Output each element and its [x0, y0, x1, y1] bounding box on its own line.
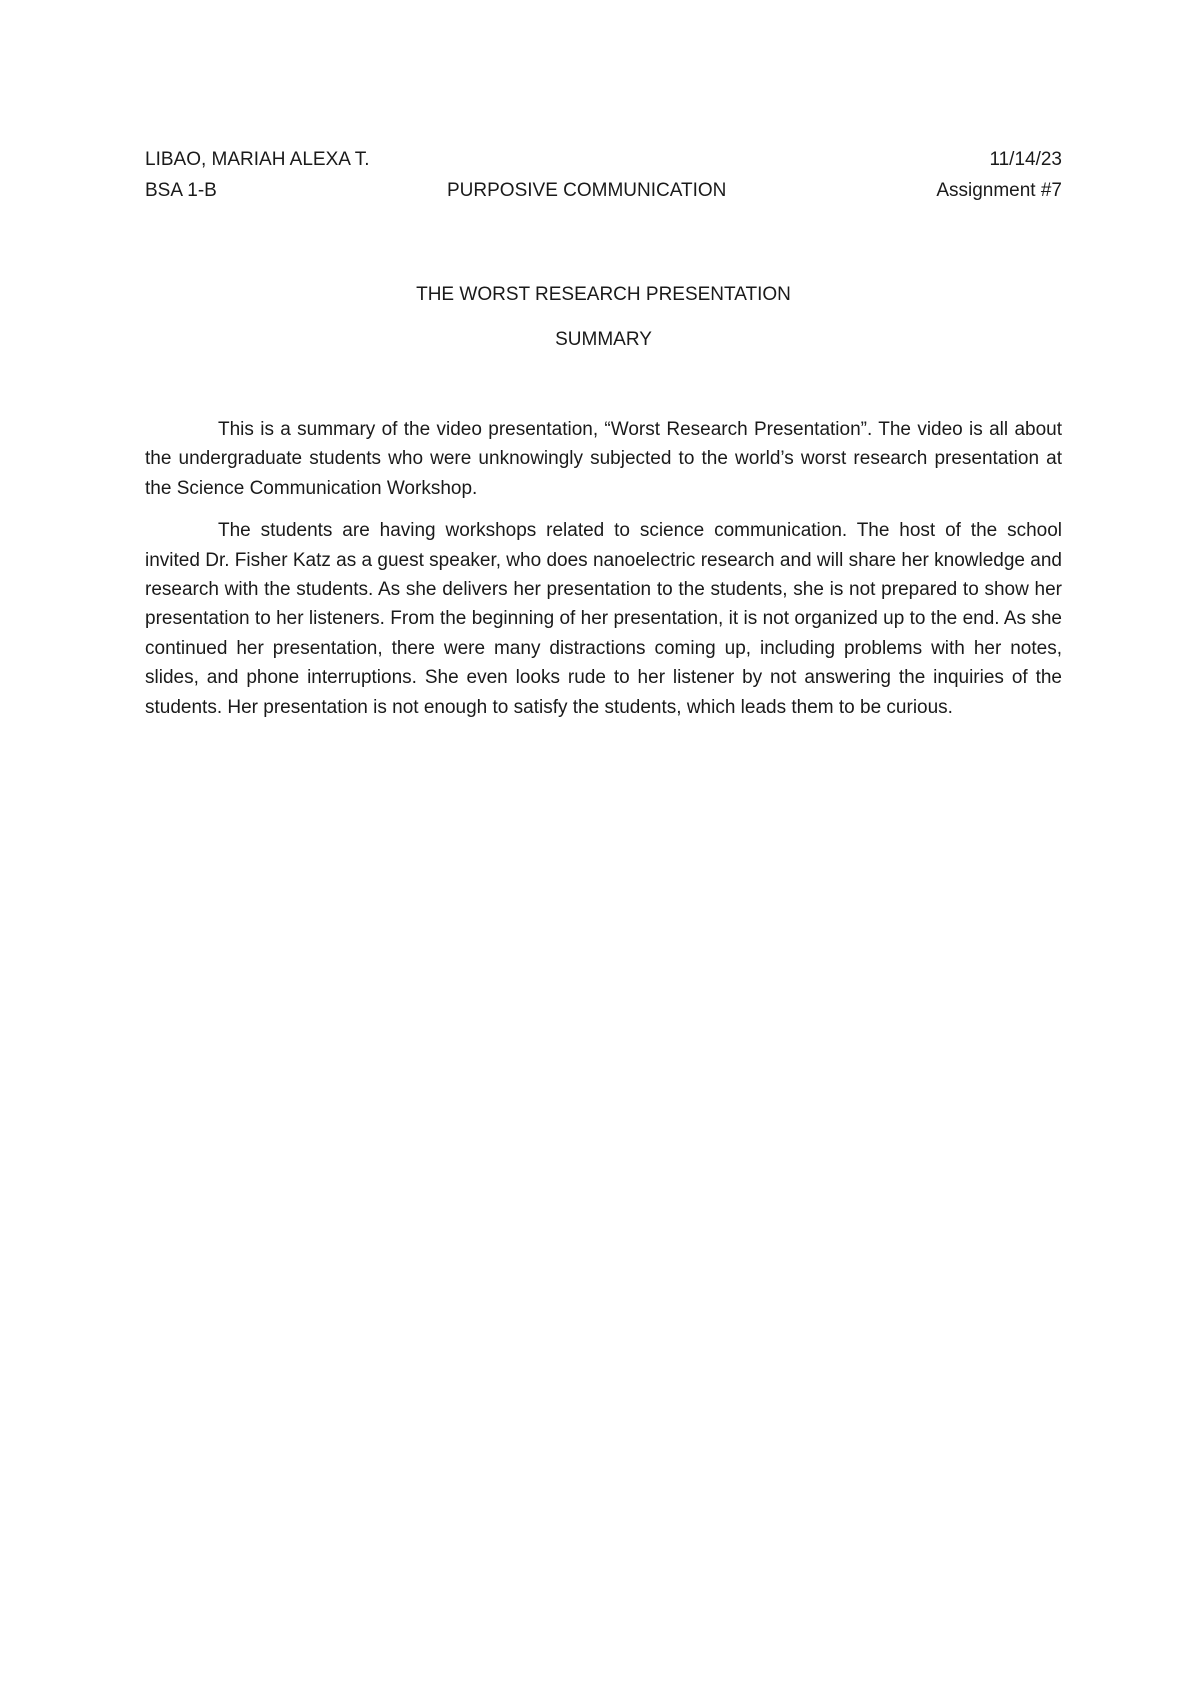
paragraph: The students are having workshops related to science communication. The host of the school invited Dr. Fisher Katz as a guest speaker, who does nanoelectric research and will share her knowledge and research with the students. As she delivers her presentation to the students, she is not prepared to show her presentation to her listeners. From the beginning of her presentation, it is not organized up to the end. As she continued her presentation, there were many distractions coming up, including problems with her notes, slides, and phone interruptions. She even looks rude to her listener by not answering the inquiries of the students. Her presentation is not enough to satisfy the students, which leads them to be curious.	[145, 520, 1062, 718]
header-row-2	[145, 176, 1062, 206]
header-row-1	[145, 145, 1062, 175]
document-subtitle: SUMMARY	[555, 329, 652, 350]
paragraph: This is a summary of the video presentation, “Worst Research Presentation”. The video is all about the undergraduate students who were unknowingly subjected to the world’s worst research presentation at the Science Communication Workshop.	[145, 419, 1062, 499]
course-name: PURPOSIVE COMMUNICATION	[447, 180, 727, 201]
assignment-number: Assignment #7	[936, 180, 1062, 201]
submission-date: 11/14/23	[989, 149, 1062, 170]
student-section: BSA 1-B	[145, 180, 217, 201]
document-body	[145, 415, 1062, 735]
student-name: LIBAO, MARIAH ALEXA T.	[145, 149, 370, 170]
document-title: THE WORST RESEARCH PRESENTATION	[416, 284, 791, 305]
